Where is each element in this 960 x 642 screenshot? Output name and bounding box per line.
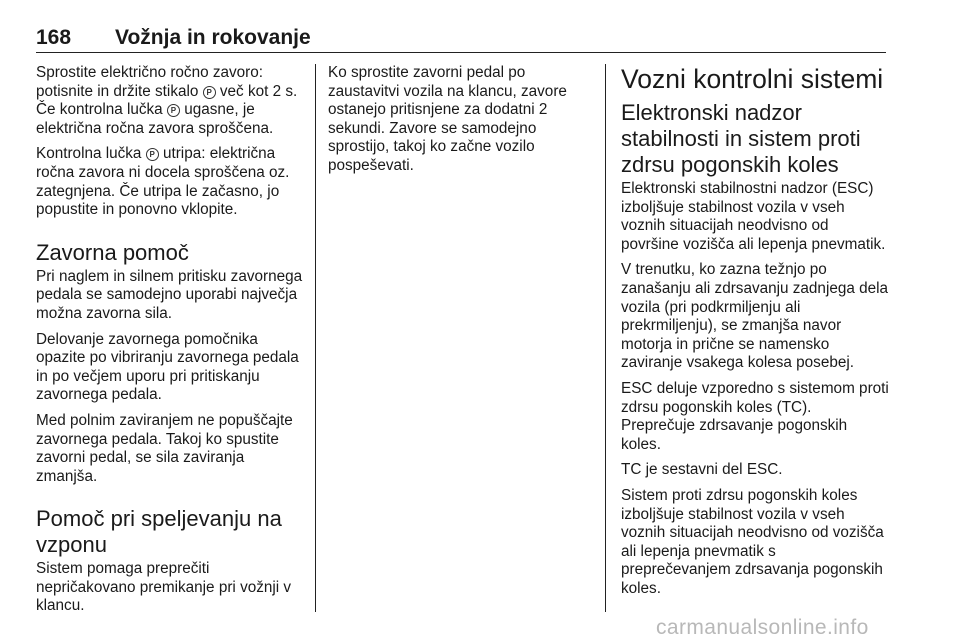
paragraph: Sistem proti zdrsu pogonskih koles izboljšuje stabilnost vozila v vseh voznih situacijah neodvisno od vozišča ali lepenja pnevmatik s preprečevanjem zdrsavanja pogonskih koles.	[621, 486, 884, 597]
watermark: carmanualsonline.info	[656, 616, 869, 639]
paragraph: ESC deluje vzporedno s sistemom proti zdrsu pogonskih koles (TC). Preprečuje zdrsavanje pogonskih koles.	[621, 379, 889, 453]
paragraph	[36, 145, 304, 219]
column-left	[36, 64, 304, 623]
text: Sprostite električno ročno zavoro: potisnite in držite stikalo	[36, 64, 264, 100]
paragraph: Elektronski stabilnostni nadzor (ESC) izboljšuje stabilnost vozila v vseh voznih situacijah neodvisno od površine vozišča ali lepenja pnevmatik.	[621, 180, 886, 253]
text: Kontrolna lučka	[36, 145, 142, 163]
chapter-heading: Vozni kontrolni sistemi	[621, 64, 884, 94]
paragraph	[36, 64, 304, 138]
column-divider	[315, 64, 316, 612]
parking-brake-icon: P	[203, 86, 216, 99]
column-middle	[328, 64, 586, 183]
section-heading: Elektronski nadzor stabilnosti in sistem proti zdrsu pogonskih koles	[621, 100, 861, 177]
page-number: 168	[36, 26, 72, 49]
paragraph: TC je sestavni del ESC.	[621, 461, 783, 479]
paragraph: Pri naglem in silnem pritisku zavornega pedala se samodejno uporabi največja možna zavorna sila.	[36, 267, 303, 322]
parking-brake-icon: P	[167, 104, 180, 117]
text: več kot 2 s. Če kontrolna lučka	[36, 82, 298, 119]
text: utripa: električna ročna zavora ni docela sproščena oz. zategnjena. Če utripa le začasno, jo popustite in ponovno vklopite.	[36, 145, 290, 219]
text: ugasne, je električna ročna zavora sproščena.	[36, 101, 274, 137]
paragraph: Ko sprostite zavorni pedal po zaustavitvi vozila na klancu, zavore ostanejo pritisnjene za dodatni 2 sekundi. Zavore se samodejno sprostijo, takoj ko začne vozilo pospeševati.	[328, 64, 567, 174]
paragraph: Delovanje zavornega pomočnika opazite po vibriranju zavornega pedala in po večjem uporu pri pritiskanju zavornega pedala.	[36, 330, 299, 404]
column-right	[621, 64, 889, 605]
page-header	[36, 26, 886, 53]
section-heading: Zavorna pomoč	[36, 239, 189, 265]
paragraph: Med polnim zaviranjem ne popuščajte zavornega pedala. Takoj ko spustite zavorni pedal, se sila zaviranja zmanjša.	[36, 411, 293, 485]
paragraph: V trenutku, ko zazna težnjo po zanašanju ali zdrsavanju zadnjega dela vozila (pri podkrmiljenju ali prekrmiljenju), se zmanjša navor motorja in prične se namensko zaviranje vsakega kolesa posebej.	[621, 261, 889, 372]
section-heading: Pomoč pri speljevanju na vzponu	[36, 506, 282, 558]
paragraph: Sistem pomaga preprečiti nepričakovano premikanje pri vožnji v klancu.	[36, 560, 292, 615]
page-title: Vožnja in rokovanje	[115, 26, 311, 49]
column-divider	[605, 64, 606, 612]
parking-brake-icon: P	[146, 148, 159, 161]
